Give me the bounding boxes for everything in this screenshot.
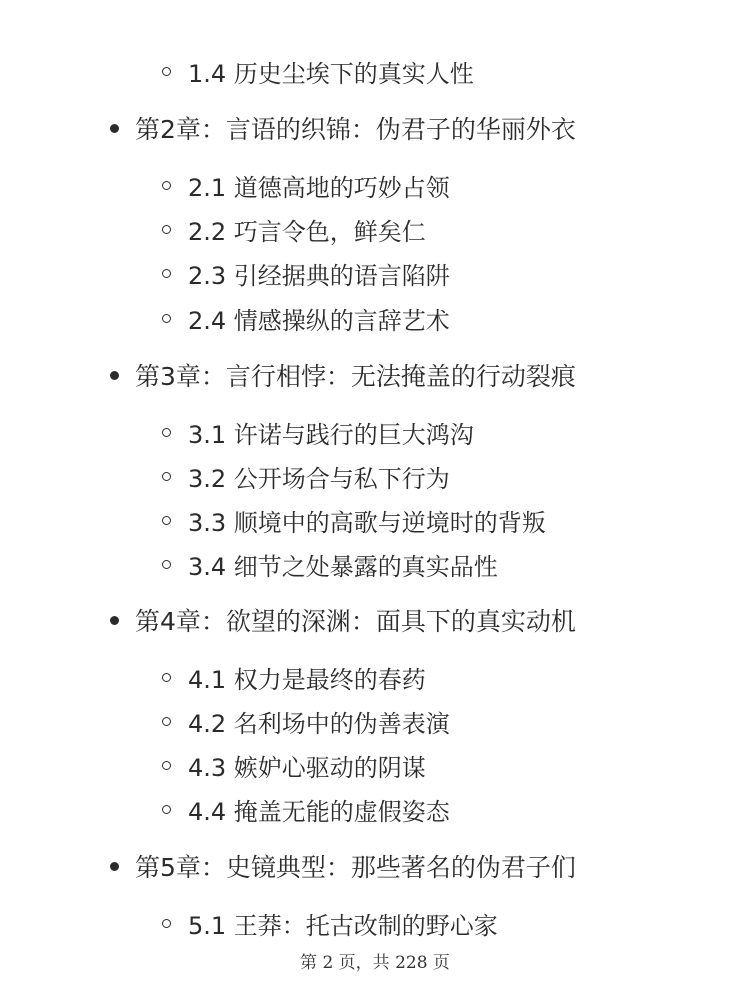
toc-item-label: 2.3 引经据典的语言陷阱 [188,261,450,290]
circle-bullet-icon [162,314,171,323]
disc-bullet-icon [110,616,119,625]
circle-bullet-icon [162,761,171,770]
toc-section-item[interactable] [162,657,426,697]
circle-bullet-icon [162,673,171,682]
toc-section-item[interactable] [162,165,450,205]
toc-item-label: 4.3 嫉妒心驱动的阴谋 [188,753,426,782]
toc-section-item[interactable] [162,745,426,785]
circle-bullet-icon [162,428,171,437]
circle-bullet-icon [162,717,171,726]
circle-bullet-icon [162,472,171,481]
toc-chapter-item[interactable] [110,108,576,148]
circle-bullet-icon [162,181,171,190]
circle-bullet-icon [162,919,171,928]
toc-item-label: 3.3 顺境中的高歌与逆境时的背叛 [188,508,546,537]
toc-item-label: 3.2 公开场合与私下行为 [188,464,450,493]
toc-section-item[interactable] [162,789,450,829]
toc-item-label: 3.1 许诺与践行的巨大鸿沟 [188,420,474,449]
toc-item-label: 4.2 名利场中的伪善表演 [188,709,450,738]
circle-bullet-icon [162,805,171,814]
circle-bullet-icon [162,225,171,234]
toc-section-item[interactable] [162,500,546,540]
toc-section-item[interactable] [162,544,498,584]
toc-chapter-item[interactable] [110,600,576,640]
circle-bullet-icon [162,560,171,569]
circle-bullet-icon [162,269,171,278]
toc-section-item[interactable] [162,903,498,943]
circle-bullet-icon [162,67,171,76]
disc-bullet-icon [110,862,119,871]
toc-item-label: 5.1 王莽：托古改制的野心家 [188,911,498,940]
toc-item-label: 4.1 权力是最终的春药 [188,665,426,694]
circle-bullet-icon [162,516,171,525]
toc-chapter-item[interactable] [110,355,576,395]
toc-item-label: 2.1 道德高地的巧妙占领 [188,173,450,202]
toc-item-label: 第2章：言语的织锦：伪君子的华丽外衣 [135,115,576,144]
toc-section-item[interactable] [162,412,474,452]
toc-section-item[interactable] [162,298,450,338]
toc-item-label: 1.4 历史尘埃下的真实人性 [188,59,474,88]
toc-item-label: 第4章：欲望的深渊：面具下的真实动机 [135,607,576,636]
toc-item-label: 第5章：史镜典型：那些著名的伪君子们 [135,853,576,882]
toc-item-label: 2.4 情感操纵的言辞艺术 [188,306,450,335]
disc-bullet-icon [110,124,119,133]
toc-item-label: 3.4 细节之处暴露的真实品性 [188,552,498,581]
toc-section-item[interactable] [162,51,474,91]
toc-item-label: 第3章：言行相悖：无法掩盖的行动裂痕 [135,362,576,391]
toc-section-item[interactable] [162,209,426,249]
toc-item-label: 4.4 掩盖无能的虚假姿态 [188,797,450,826]
toc-section-item[interactable] [162,456,450,496]
page-number-footer: 第 2 页，共 228 页 [300,953,450,973]
toc-chapter-item[interactable] [110,846,576,886]
toc-section-item[interactable] [162,253,450,293]
disc-bullet-icon [110,371,119,380]
toc-section-item[interactable] [162,701,450,741]
toc-item-label: 2.2 巧言令色，鲜矣仁 [188,217,426,246]
